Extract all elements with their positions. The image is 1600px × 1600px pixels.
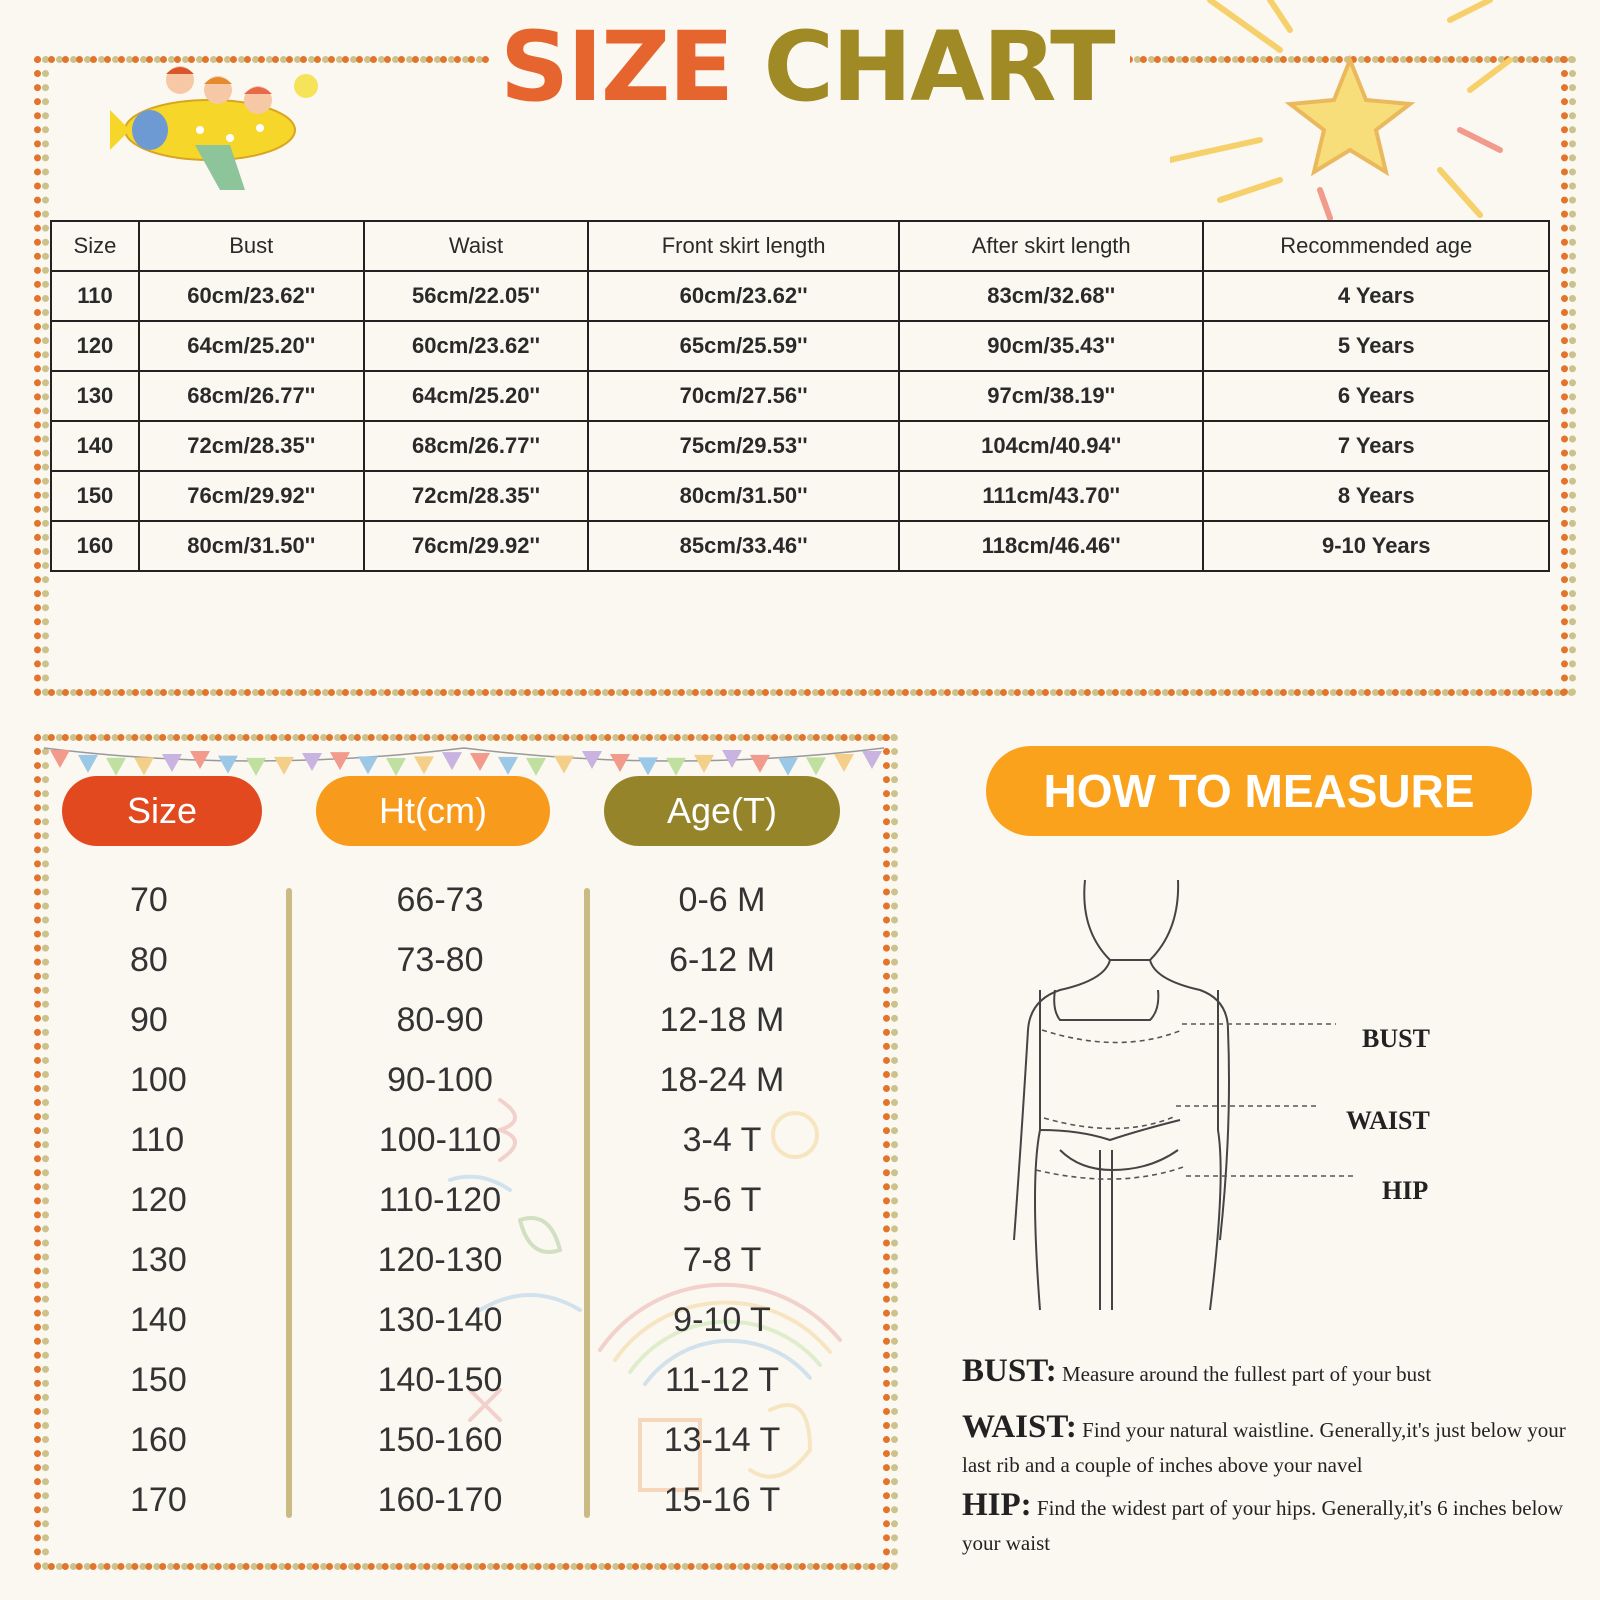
table-row	[51, 271, 1549, 321]
height-value: 110-120	[378, 1181, 502, 1219]
hip-label: HIP	[1382, 1176, 1429, 1205]
height-value: 90-100	[387, 1061, 493, 1099]
table-cell: 4 Years	[1203, 271, 1549, 321]
height-value: 160-170	[377, 1481, 503, 1519]
height-value: 130-140	[377, 1301, 503, 1339]
size-value: 150	[130, 1361, 187, 1399]
table-cell: 6 Years	[1203, 371, 1549, 421]
size-value: 100	[130, 1061, 187, 1099]
height-column	[330, 870, 550, 1530]
table-cell: 70cm/27.56''	[588, 371, 899, 421]
height-value: 66-73	[396, 881, 484, 919]
table-cell: 64cm/25.20''	[364, 371, 589, 421]
size-value: 110	[130, 1121, 185, 1159]
table-header-cell: Bust	[139, 221, 364, 271]
table-cell: 120	[51, 321, 139, 371]
table-header-cell: After skirt length	[899, 221, 1204, 271]
age-value: 9-10 T	[673, 1301, 771, 1339]
height-value: 80-90	[396, 1001, 484, 1039]
table-cell: 68cm/26.77''	[364, 421, 589, 471]
hip-description	[962, 1488, 1572, 1561]
body-measurement-figure	[1000, 870, 1440, 1330]
table-cell: 72cm/28.35''	[364, 471, 589, 521]
table-cell: 60cm/23.62''	[364, 321, 589, 371]
bunting-decoration	[44, 744, 884, 780]
height-value: 100-110	[378, 1121, 502, 1159]
table-cell: 104cm/40.94''	[899, 421, 1204, 471]
bust-description	[962, 1354, 1572, 1392]
size-value: 90	[130, 1001, 168, 1039]
hip-term: HIP:	[962, 1487, 1032, 1523]
size-value: 80	[130, 941, 168, 979]
kids-airplane-icon	[110, 50, 340, 190]
age-header-pill: Age(T)	[604, 776, 840, 846]
height-header-pill: Ht(cm)	[316, 776, 550, 846]
height-value: 120-130	[377, 1241, 503, 1279]
age-value: 18-24 M	[659, 1061, 785, 1099]
table-cell: 83cm/32.68''	[899, 271, 1204, 321]
table-header-cell: Front skirt length	[588, 221, 899, 271]
table-cell: 140	[51, 421, 139, 471]
table-cell: 111cm/43.70''	[899, 471, 1204, 521]
table-cell: 7 Years	[1203, 421, 1549, 471]
table-row	[51, 421, 1549, 471]
age-value: 6-12 M	[669, 941, 775, 979]
table-cell: 60cm/23.62''	[139, 271, 364, 321]
bust-term: BUST:	[962, 1353, 1057, 1389]
table-cell: 80cm/31.50''	[139, 521, 364, 571]
height-value: 150-160	[377, 1421, 503, 1459]
table-row	[51, 321, 1549, 371]
size-value: 140	[130, 1301, 187, 1339]
height-value: 140-150	[377, 1361, 503, 1399]
waist-description	[962, 1410, 1572, 1483]
column-divider	[286, 888, 292, 1518]
table-cell: 80cm/31.50''	[588, 471, 899, 521]
table-row	[51, 521, 1549, 571]
table-cell: 160	[51, 521, 139, 571]
size-value: 120	[130, 1181, 187, 1219]
table-cell: 8 Years	[1203, 471, 1549, 521]
table-cell: 56cm/22.05''	[364, 271, 589, 321]
table-header-row	[51, 221, 1549, 271]
size-value: 170	[130, 1481, 187, 1519]
age-value: 15-16 T	[663, 1481, 781, 1519]
waist-text: Find your natural waistline. Generally,it's just below your last rib and a couple of inches above your navel	[962, 1418, 1566, 1477]
table-cell: 85cm/33.46''	[588, 521, 899, 571]
table-cell: 64cm/25.20''	[139, 321, 364, 371]
waist-term: WAIST:	[962, 1409, 1077, 1445]
table-header-cell: Size	[51, 221, 139, 271]
table-cell: 118cm/46.46''	[899, 521, 1204, 571]
waist-label: WAIST	[1346, 1106, 1430, 1135]
age-value: 7-8 T	[682, 1241, 762, 1279]
table-row	[51, 471, 1549, 521]
age-value: 11-12 T	[664, 1361, 780, 1399]
table-cell: 150	[51, 471, 139, 521]
bust-text: Measure around the fullest part of your bust	[1062, 1362, 1432, 1386]
table-cell: 9-10 Years	[1203, 521, 1549, 571]
table-cell: 110	[51, 271, 139, 321]
size-column	[80, 870, 240, 1530]
age-value: 3-4 T	[682, 1121, 762, 1159]
page-title	[500, 11, 1114, 123]
table-cell: 5 Years	[1203, 321, 1549, 371]
table-cell: 76cm/29.92''	[364, 521, 589, 571]
age-value: 13-14 T	[663, 1421, 781, 1459]
age-value: 12-18 M	[659, 1001, 785, 1039]
star-icon	[1170, 0, 1570, 220]
title-word-size: SIZE	[500, 11, 733, 123]
age-column	[604, 870, 840, 1530]
size-table	[50, 220, 1550, 572]
table-cell: 130	[51, 371, 139, 421]
table-cell: 72cm/28.35''	[139, 421, 364, 471]
table-cell: 65cm/25.59''	[588, 321, 899, 371]
table-cell: 60cm/23.62''	[588, 271, 899, 321]
size-header-pill: Size	[62, 776, 262, 846]
height-value: 73-80	[396, 941, 484, 979]
table-cell: 75cm/29.53''	[588, 421, 899, 471]
table-cell: 68cm/26.77''	[139, 371, 364, 421]
table-row	[51, 371, 1549, 421]
table-header-cell: Waist	[364, 221, 589, 271]
table-cell: 90cm/35.43''	[899, 321, 1204, 371]
title-word-chart: CHART	[763, 11, 1114, 123]
hip-text: Find the widest part of your hips. Generally,it's 6 inches below your waist	[962, 1496, 1564, 1555]
table-header-cell: Recommended age	[1203, 221, 1549, 271]
size-value: 160	[130, 1421, 187, 1459]
how-to-measure-title: HOW TO MEASURE	[986, 746, 1532, 836]
age-value: 5-6 T	[682, 1181, 762, 1219]
bust-label: BUST	[1362, 1024, 1430, 1053]
table-cell: 97cm/38.19''	[899, 371, 1204, 421]
size-value: 130	[130, 1241, 187, 1279]
size-value: 70	[130, 881, 168, 919]
table-cell: 76cm/29.92''	[139, 471, 364, 521]
age-value: 0-6 M	[678, 881, 766, 919]
